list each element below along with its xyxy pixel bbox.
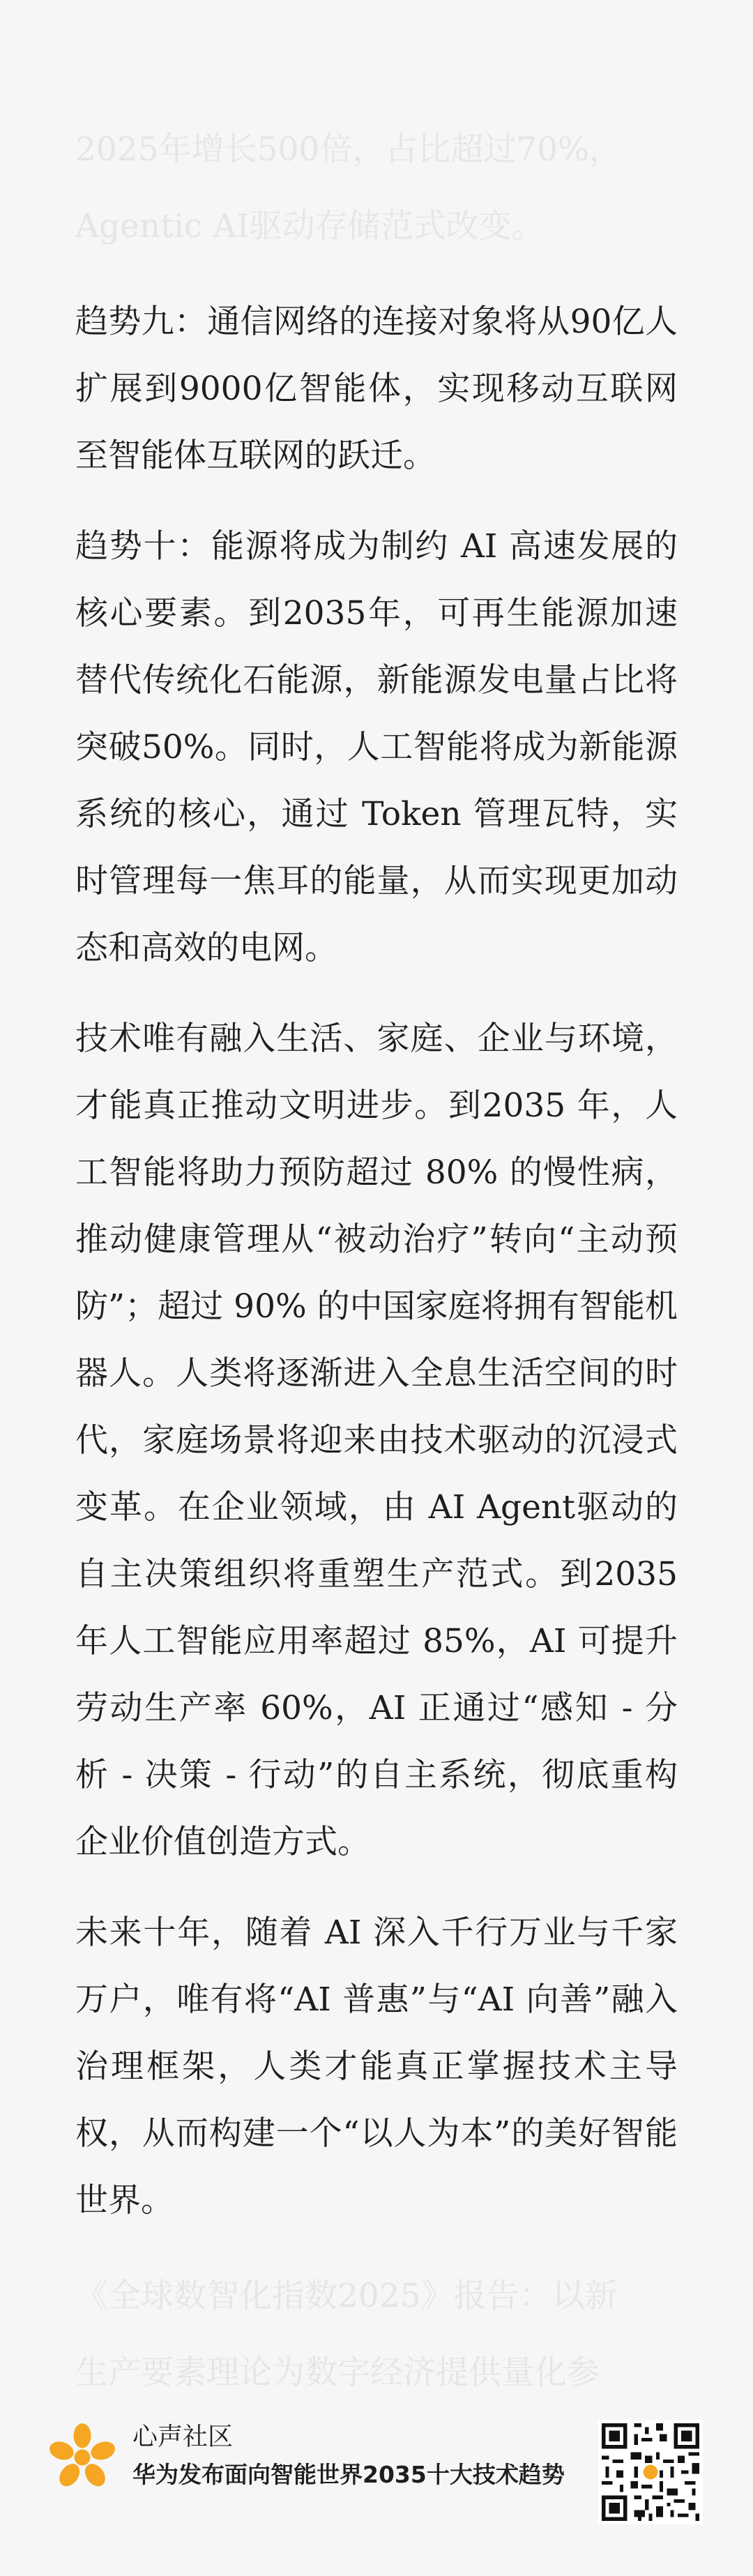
brand-name: 心声社区 (132, 2423, 234, 2451)
faded-line: Agentic AI驱动存储范式改变。 (75, 207, 545, 245)
faded-line: 生产要素理论为数字经济提供量化参 (75, 2354, 600, 2392)
article-body (75, 105, 678, 2411)
paragraph-trend-nine: 趋势九：通信网络的连接对象将从90亿人扩展到9000亿智能体，实现移动互联网至智能体互联网的跃迁。 (75, 303, 678, 475)
qr-code-icon[interactable] (598, 2420, 703, 2524)
paragraph-trend-ten: 趋势十：能源将成为制约 AI 高速发展的核心要素。到2035年，可再生能源加速替代传统化石能源，新能源发电量占比将突破50%。同时，人工智能将成为新能源系统的核心，通过 Token 管理瓦特，实时管理每一焦耳的能量，从而实现更加动态和高效的电网。 (75, 527, 678, 967)
article-title: 华为发布面向智能世界2035十大技术趋势 (132, 2461, 565, 2488)
share-footer (0, 2392, 753, 2576)
faded-text-top (75, 112, 678, 265)
paragraph-next-decade: 未来十年，随着 AI 深入千行万业与千家万户，唯有将“AI 普惠”与“AI 向善”融入治理框架，人类才能真正掌握技术主导权，从而构建一个“以人为本”的美好智能世界。 (75, 1914, 678, 2220)
paragraph-technology-life: 技术唯有融入生活、家庭、企业与环境，才能真正推动文明进步。到2035 年，人工智能将助力预防超过 80% 的慢性病，推动健康管理从“被动治疗”转向“主动预防”；超过 90% 的中国家庭将拥有智能机器人。人类将逐渐进入全息生活空间的时代，家庭场景将迎来由技术驱动的沉浸式变革。在企业领域，由 AI Agent驱动的自主决策组织将重塑生产范式。到2035 年人工智能应用率超过 85%，AI 可提升劳动生产率 60%，AI 正通过“感知 - 分析 - 决策 - 行动”的自主系统，彻底重构企业价值创造方式。 (75, 1020, 678, 1861)
xinsheng-logo-icon (46, 2421, 119, 2494)
faded-text-bottom (75, 2258, 678, 2411)
faded-line: 2025年增长500倍，占比超过70%， (75, 130, 622, 169)
faded-line: 《全球数智化指数2025》报告：以新 (75, 2277, 618, 2315)
